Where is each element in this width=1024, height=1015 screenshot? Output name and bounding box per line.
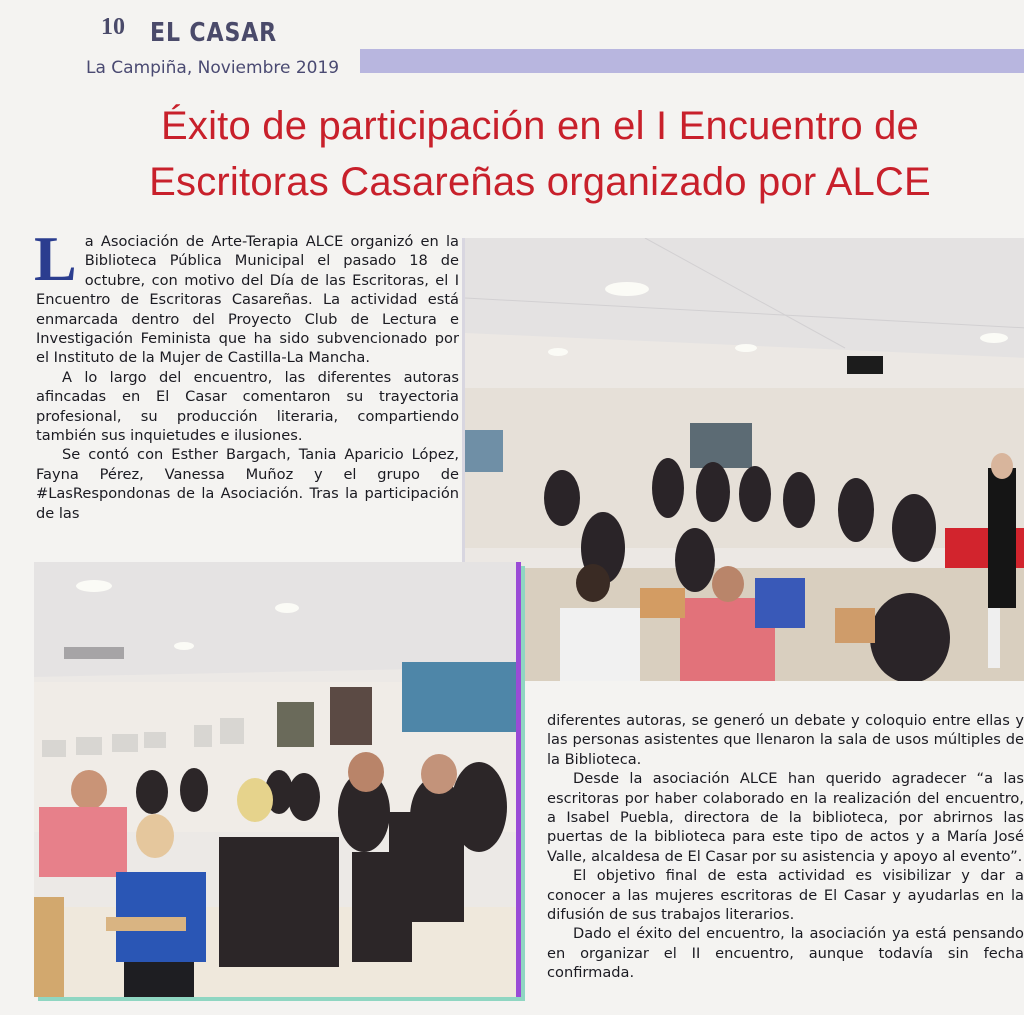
article-column-right — [547, 711, 1024, 983]
paragraph-3: Se contó con Esther Bargach, Tania Aparicio López, Fayna Pérez, Vanessa Muñoz y el grupo de #LasRespondonas de la Asociación. Tras la participación de las — [36, 446, 459, 522]
event-photo-wide — [462, 238, 1024, 681]
headline-line-2: Escritoras Casareñas organizado por ALCE — [149, 160, 931, 204]
paragraph-7: Dado el éxito del encuentro, la asociación ya está pensando en organizar el II encuentro, aunque todavía sin fecha confirmada. — [547, 925, 1024, 982]
paragraph-5: Desde la asociación ALCE han querido agradecer “a las escritoras por haber colaborado en la realización del encuentro, a Isabel Puebla, directora de la biblioteca, por abrirnos las puertas de la biblioteca para este tipo de actos y a María José Valle, alcaldesa de El Casar por su asistencia y apoyo al evento”. — [547, 770, 1024, 865]
paragraph-6: El objetivo final de esta actividad es visibilizar y dar a conocer a las mujeres escritoras de El Casar y ayudarlas en la difusión de sus trabajos literarios. — [547, 867, 1024, 924]
event-photo-wide-image — [465, 238, 1024, 681]
headline-line-1: Éxito de participación en el I Encuentro de — [161, 104, 919, 148]
section-title: EL CASAR — [150, 18, 278, 48]
paragraph-1-text: a Asociación de Arte-Terapia ALCE organizó en la Biblioteca Pública Municipal el pasado 18 de octubre, con motivo del Día de las Escritoras, el I Encuentro de Escritoras Casareñas. La actividad está enmarcada dentro del Proyecto Club de Lectura e Investigación Feminista que ha sido subvencionado por el Instituto de la Mujer de Castilla-La Mancha. — [36, 233, 459, 367]
headline — [110, 98, 970, 210]
paragraph-2: A lo largo del encuentro, las diferentes autoras afincadas en El Casar comentaron su trayectoria profesional, su producción literaria, compartiendo también sus inquietudes e ilusiones. — [36, 368, 459, 445]
paragraph-1 — [34, 223, 459, 368]
event-photo-audience-image — [34, 562, 516, 997]
event-photo-audience — [34, 562, 521, 997]
paragraph-4: diferentes autoras, se generó un debate y coloquio entre ellas y las personas asistentes que llenaron la sala de usos múltiples de la Biblioteca. — [547, 712, 1024, 768]
article-column-left — [34, 223, 459, 523]
issue-date: La Campiña, Noviembre 2019 — [86, 58, 340, 78]
page-number: 10 — [101, 14, 125, 40]
drop-cap: L — [34, 223, 77, 294]
header-bar — [360, 49, 1024, 73]
